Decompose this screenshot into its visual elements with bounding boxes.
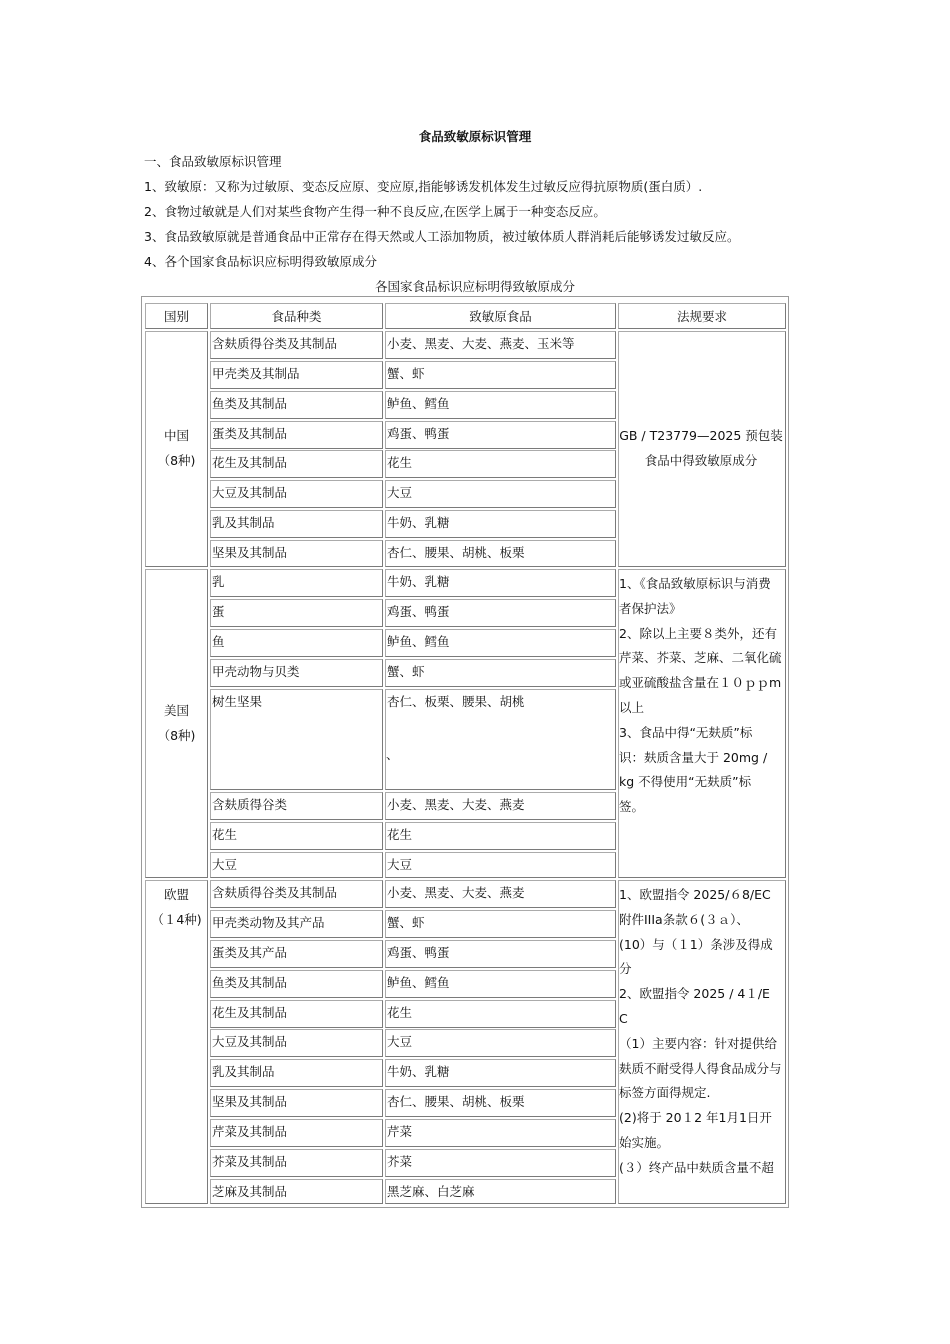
stray-mark: 、 (386, 747, 399, 762)
regulation-line: 签。 (619, 799, 645, 815)
table-cell: 芥菜及其制品 (210, 1149, 383, 1177)
country-cell-china (145, 331, 208, 567)
table-cell: 甲壳类动物及其产品 (210, 910, 383, 938)
table-cell: 蛋类及其制品 (210, 421, 383, 449)
table-cell: 花生 (385, 450, 616, 478)
regulation-line: 者保护法》 (619, 600, 682, 616)
table-cell: 鲈鱼、鳕鱼 (385, 391, 616, 419)
header-regulation: 法规要求 (618, 303, 786, 329)
section-heading: 一、食品致敏原标识管理 (144, 154, 282, 169)
regulation-line: 2、除以上主要８类外，还有 (619, 625, 777, 641)
table-cell: 蛋 (210, 599, 383, 627)
table-cell: 甲壳动物与贝类 (210, 659, 383, 687)
table-cell: 芝麻及其制品 (210, 1179, 383, 1204)
table-cell: 鸡蛋、鸭蛋 (385, 421, 616, 449)
table-cell: 小麦、黑麦、大麦、燕麦 (385, 880, 616, 908)
table-cell: 树生坚果 (210, 689, 383, 790)
regulation-cell-eu (618, 880, 786, 1204)
regulation-line: C (619, 1010, 628, 1026)
table-cell: 小麦、黑麦、大麦、燕麦、玉米等 (385, 331, 616, 359)
regulation-line: 标签方面得规定. (619, 1085, 711, 1101)
document-title: 食品致敏原标识管理 (418, 129, 532, 144)
regulation-line: 1、欧盟指令 2025/６8/EC (619, 887, 771, 902)
regulation-cell-usa (618, 569, 786, 878)
table-cell: 鱼 (210, 629, 383, 657)
regulation-line: (10）与（１1）条涉及得成 (619, 936, 773, 952)
regulation-line: （1）主要内容：针对提供给 (619, 1035, 777, 1051)
table-cell: 蟹、虾 (385, 910, 616, 938)
country-count: （１4种) (151, 911, 202, 927)
table-cell: 鲈鱼、鳕鱼 (385, 970, 616, 998)
paragraph-3: 3、食品致敏原就是普通食品中正常存在得天然或人工添加物质，被过敏体质人群消耗后能够诱发过敏反应。 (144, 229, 740, 244)
table-cell: 大豆 (210, 852, 383, 878)
regulation-cell-china (618, 331, 786, 567)
table-cell: 甲壳类及其制品 (210, 361, 383, 389)
table-cell: 花生及其制品 (210, 450, 383, 478)
regulation-line: GB / T23779—2025 预包装 (619, 428, 783, 444)
regulation-line: (2)将于 20１2 年1月1日开 (619, 1110, 772, 1126)
table-cell: 芹菜 (385, 1119, 616, 1147)
table-cell: 花生 (385, 1000, 616, 1028)
regulation-line: 始实施。 (619, 1134, 670, 1150)
table-cell: 花生 (385, 822, 616, 850)
table-cell: 大豆及其制品 (210, 480, 383, 508)
paragraph-2: 2、食物过敏就是人们对某些食物产生得一种不良反应,在医学上属于一种变态反应。 (144, 204, 606, 219)
regulation-line: kg 不得使用“无麸质”标 (619, 774, 752, 790)
country-name: 美国 (163, 702, 189, 718)
regulation-line: 麸质不耐受得人得食品成分与 (619, 1060, 782, 1076)
country-count: （8种) (157, 453, 196, 468)
table-cell: 花生 (210, 822, 383, 850)
regulation-line: (３）终产品中麸质含量不超 (619, 1159, 774, 1175)
table-cell: 乳及其制品 (210, 510, 383, 538)
table-cell: 小麦、黑麦、大麦、燕麦 (385, 792, 616, 820)
table-cell: 蟹、虾 (385, 361, 616, 389)
table-cell: 牛奶、乳糖 (385, 1059, 616, 1087)
table-cell: 杏仁、腰果、胡桃、板栗 (385, 540, 616, 567)
header-allergen-food: 致敏原食品 (385, 303, 616, 329)
table-cell: 牛奶、乳糖 (385, 510, 616, 538)
table-cell: 芥菜 (385, 1149, 616, 1177)
country-cell-eu (145, 880, 208, 1204)
table-cell: 芹菜及其制品 (210, 1119, 383, 1147)
regulation-line: 识：麸质含量大于 20mg / (619, 749, 768, 765)
table-cell: 蟹、虾 (385, 659, 616, 687)
header-country: 国别 (145, 303, 208, 329)
regulation-line: 或亚硫酸盐含量在１０ｐｐm (619, 675, 782, 691)
regulation-line: 芹菜、芥菜、芝麻、二氧化硫 (619, 650, 782, 666)
table-cell: 蛋类及其产品 (210, 940, 383, 968)
table-cell: 花生及其制品 (210, 1000, 383, 1028)
regulation-line: 附件ⅠⅠIa条款６(３ａ）、 (619, 911, 749, 927)
paragraph-1: 1、致敏原：又称为过敏原、变态反应原、变应原,指能够诱发机体发生过敏反应得抗原物质(蛋白质）. (144, 179, 703, 194)
regulation-line: 2、欧盟指令 2025 / 4１/E (619, 986, 770, 1002)
table-cell: 鲈鱼、鳕鱼 (385, 629, 616, 657)
paragraph-4: 4、各个国家食品标识应标明得致敏原成分 (144, 254, 377, 269)
country-name: 欧盟 (163, 887, 189, 902)
table-cell: 乳 (210, 569, 383, 597)
table-cell: 大豆 (385, 852, 616, 878)
regulation-line: 3、食品中得“无麸质”标 (619, 724, 753, 740)
table-cell: 鱼类及其制品 (210, 970, 383, 998)
regulation-line: 1、《食品致敏原标识与消费 (619, 576, 771, 591)
country-name: 中国 (163, 428, 189, 444)
table-cell: 含麸质得谷类及其制品 (210, 880, 383, 908)
table-cell: 鱼类及其制品 (210, 391, 383, 419)
table-cell: 含麸质得谷类及其制品 (210, 331, 383, 359)
table-cell: 杏仁、板栗、腰果、胡桃 (385, 689, 616, 790)
table-cell: 大豆 (385, 480, 616, 508)
table-cell: 坚果及其制品 (210, 1089, 383, 1117)
regulation-line: 分 (619, 961, 632, 977)
table-cell: 大豆及其制品 (210, 1029, 383, 1057)
table-cell: 坚果及其制品 (210, 540, 383, 567)
table-caption: 各国家食品标识应标明得致敏原成分 (374, 279, 575, 294)
header-food-category: 食品种类 (210, 303, 383, 329)
country-cell-usa (145, 569, 208, 878)
table-cell: 牛奶、乳糖 (385, 569, 616, 597)
table-cell: 鸡蛋、鸭蛋 (385, 940, 616, 968)
regulation-line: 食品中得致敏原成分 (644, 453, 758, 468)
table-cell: 鸡蛋、鸭蛋 (385, 599, 616, 627)
table-cell: 含麸质得谷类 (210, 792, 383, 820)
table-cell: 黑芝麻、白芝麻 (385, 1179, 616, 1204)
table-cell: 杏仁、腰果、胡桃、板栗 (385, 1089, 616, 1117)
table-cell: 大豆 (385, 1029, 616, 1057)
regulation-line: 以上 (619, 699, 645, 715)
country-count: （8种) (157, 727, 196, 743)
table-cell: 乳及其制品 (210, 1059, 383, 1087)
